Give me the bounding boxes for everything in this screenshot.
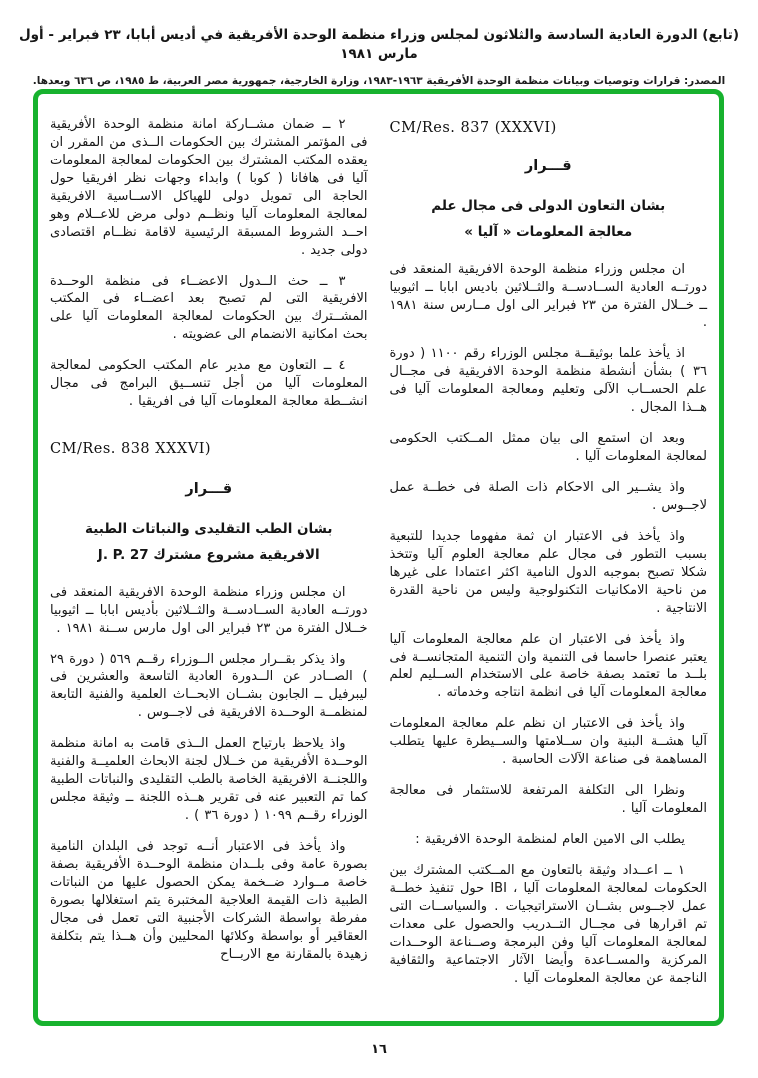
resolution-ref-837: CM/Res. 837 (XXXVI) — [389, 120, 557, 136]
paragraph: واذ يشــير الى الاحكام ذات الصلة فى خطــة عمل لاجــوس . — [389, 480, 707, 513]
paragraph: واذ يأخذ فى الاعتبار أنــه توجد فى البلدان النامية بصورة عامة وفى بلــدان منظمة الوحــدة الأفريقية بصفة خاصة مــوارد ضــخمة يمكن الحصول عليها من النباتات الطبية ذات القيمة العلاجية المختبرة يتم استغلالها بصورة مفرطة بواسطة الشركات الأجنبية التى تعمل فى مجال العقاقير أو بواسطة وكلائها المحليين وأن هــذا يتم بتكلفة زهيدة بالمقارنة مع الاربــاح — [50, 838, 368, 962]
paragraph: اذ يأخذ علما بوثيقــة مجلس الوزراء رقم ١١٠٠ ( دورة ٣٦ ) بشأن أنشطة منظمة الوحدة الافريقية فى مجــال علم الحســاب الآلى وتعليم ومعالجة المعلومات آليا فى هــذا المجال . — [389, 346, 707, 416]
source-citation: المصدر: قرارات وتوصيات وبيانات منظمة الوحدة الأفريقية ١٩٦٣-١٩٨٣، وزارة الخارجية، جمهورية مصر العربية، ط ١٩٨٥، ص ٦٣٦ وبعدها. — [32, 74, 726, 87]
numbered-item-4: ٤ ــ التعاون مع مدير عام المكتب الحكومى لمعالجة المعلومات آليا من أجل تنســيق البرامج فى مجال انشــطة معالجة المعلومات آليا فى افريقيا . — [50, 358, 368, 410]
document-header — [0, 26, 758, 87]
paragraph: واذ يلاحظ بارتياح العمل الــذى قامت به امانة منظمة الوحــدة الأفريقية من خــلال لجنة الابحاث العلميــة والفنية واللجنــة الافريقية الخاصة بالطب التقليدى والنباتات الطبية كما تم التعبير عنه فى تقرير هــذه اللجنة ــ وثيقة مجلس الوزراء رقــم ١٠٩٩ ( دورة ٣٦ ) . — [50, 736, 368, 823]
subject-line-1: بشان التعاون الدولى فى مجال علم — [431, 198, 666, 214]
paragraph: واذ يأخذ فى الاعتبار ان نظم علم معالجة المعلومات آليا هشــة البنية وان ســلامتها والســيطرة عليها يتطلب المساهمة فى صناعة الآلات الحاسبة . — [389, 716, 707, 768]
numbered-item-2: ٢ ــ ضمان مشــاركة امانة منظمة الوحدة الأفريقية فى المؤتمر المشترك بين الحكومات الــذى من المقرر ان يعقده المكتب المشترك بين الحكومات لمعالجة المعلومات آليا فى هافانا ( كوبا ) وابداء وجهات نظر افريقيا حول الحاجة الى تمويل دولى للهياكل الاســاسية الافريقية لمعالجة المعلومات آليا ونظــم دولى مرض للاعــلام وهو احــد الشروط المسبقة الرئيسية لاقامة نظــام اقتصادى دولى جديد . — [50, 117, 368, 258]
column-right-res-837 — [390, 116, 708, 1021]
decision-heading: قـــرار — [185, 481, 233, 498]
page-number: ١٦ — [371, 1042, 387, 1057]
paragraph: واذ يذكر بقــرار مجلس الــوزراء رقــم ٥٦٩ ( دورة ٢٩ ) الصــادر عن الــدورة العادية التاسعة والعشرين فى ليبرفيل ــ الجابون بشــان الابحــاث العلمية والفنية التابعة لمنظمــة الوحــدة الافريقية فى لاجــوس . — [50, 651, 368, 721]
paragraph: ان مجلس وزراء منظمة الوحدة الافريقية المنعقد فى دورتــه العادية الســادســة والثــلاثين باديس ابابا ــ اثيوبيا ــ خــلال الفترة من ٢٣ فبراير الى اول مــارس سنة ١٩٨١ . — [389, 261, 707, 331]
content-frame — [33, 89, 724, 1026]
column-left-res-838 — [50, 116, 368, 1021]
session-title: (تابع) الدورة العادية السادسة والثلاثون لمجلس وزراء منظمة الوحدة الأفريقية في أديس أبابا، ٢٣ فبراير - أول مارس ١٩٨١ — [18, 27, 740, 62]
subject-line-1: بشان الطب التقليدى والنباتات الطبية — [85, 521, 333, 538]
paragraph: ونظرا الى التكلفة المرتفعة للاستثمار فى معالجة المعلومات آليا . — [389, 783, 707, 817]
numbered-item-1: ١ ــ اعــداد وثيقة بالتعاون مع المــكتب المشترك بين الحكومات لمعالجة المعلومات آليا ، IBI حول تنفيذ خطــة عمل لاجــوس بشــان الاستراتيجيات . والسياســات التى تم اقرارها فى مجــال التــدريب والحصول على معدات لمعالجة المعلومات آليا وفن البرمجة وصــناعة الوحــدات المركزية والمســاعدة وأيضا الآثار الاجتماعية والثقافية الناجمة عن معالجة المعلومات آليا . — [389, 862, 707, 986]
paragraph: ان مجلس وزراء منظمة الوحدة الافريقية المنعقد فى دورتــه العادية الســادســة والثــلاثين بأديس ابابا ــ اثيوبيا خــلال الفترة من ٢٣ فبراير الى اول مارس ســنة ١٩٨١ . — [50, 584, 368, 636]
resolution-subject-837 — [390, 193, 708, 246]
resolution-ref-838: CM/Res. 838 XXXVI) — [50, 441, 212, 458]
decision-heading: قـــرار — [524, 158, 572, 174]
paragraph: واذ يأخذ فى الاعتبار ان علم معالجة المعلومات آليا يعتبر عنصرا حاسما فى التنمية وان التنمية المتجانســة فى بلــد ما تعتمد بصفة خاصة على الاستخدام الســليم لعلم معالجة المعلومات آليا فى انظمة انتاجه وخدماته . — [389, 631, 707, 701]
paragraph: يطلب الى الامين العام لمنظمة الوحدة الافريقية : — [415, 832, 685, 847]
resolution-subject-838 — [50, 516, 368, 569]
paragraph: واذ يأخذ فى الاعتبار ان ثمة مفهوما جديدا للتبعية بسبب التطور فى مجال علم معالجة العلوم آليا وتتخذ شكلا تصبح بموجبه الدول النامية اكثر اعتمادا على غيرها من ناحية الامكانيات التكنولوجية وليس من ناحية القدرة الانتاجية . — [389, 528, 707, 616]
two-column-layout — [38, 94, 719, 1021]
numbered-item-3: ٣ ــ حث الــدول الاعضــاء فى منظمة الوحــدة الافريقية التى لم تصبح بعد اعضــاء فى المكتب المشــترك بين الحكومات لمعالجة المعلومات آليا على بحث امكانية الانضمام الى عضويته . — [50, 273, 368, 343]
subject-line-2: معالجة المعلومات « آليا » — [464, 224, 633, 241]
paragraph: وبعد ان استمع الى بيان ممثل المــكتب الحكومى لمعالجة المعلومات آليا . — [389, 431, 707, 465]
subject-line-2: الافريقية مشروع مشترك J. P. 27 — [97, 547, 320, 564]
